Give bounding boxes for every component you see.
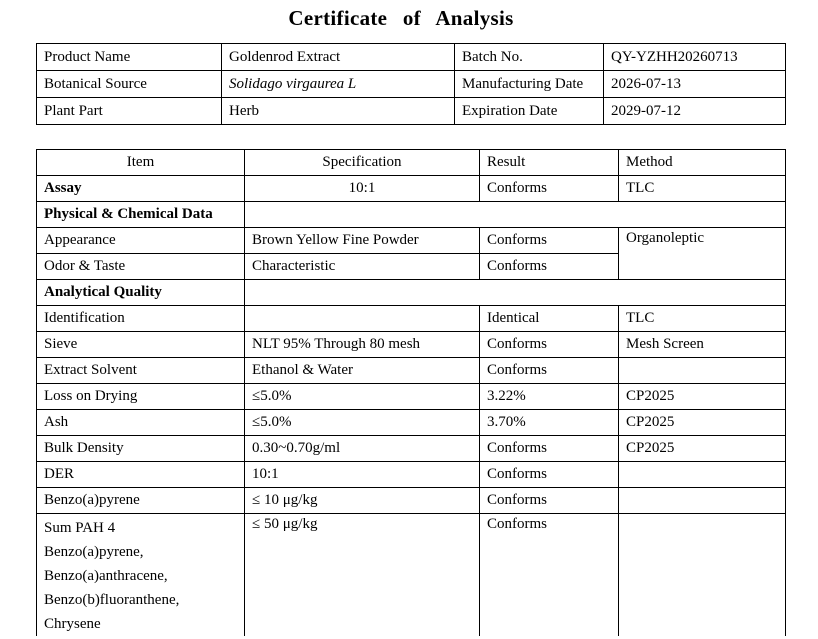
assay-result: Conforms (480, 176, 619, 202)
row-item: Bulk Density (37, 436, 245, 462)
pah-line: Benzo(b)fluoranthene, (44, 592, 180, 608)
row-method: CP2025 (619, 410, 786, 436)
table-row (37, 436, 786, 462)
expiration-date-label: Expiration Date (455, 98, 604, 125)
row-item: Ash (37, 410, 245, 436)
product-info-table (36, 43, 786, 125)
section-analytical-quality: Analytical Quality (37, 280, 245, 306)
section-physical-chemical: Physical & Chemical Data (37, 202, 245, 228)
assay-item: Assay (37, 176, 245, 202)
row-result: Conforms (480, 462, 619, 488)
row-method (619, 488, 786, 514)
row-spec: 0.30~0.70g/ml (245, 436, 480, 462)
row-method (619, 462, 786, 488)
manufacturing-date-label: Manufacturing Date (455, 71, 604, 98)
row-result: Conforms (480, 488, 619, 514)
table-row (37, 488, 786, 514)
document-title: Certificate of Analysis (288, 6, 514, 30)
odor-result: Conforms (480, 254, 619, 280)
row-result: Conforms (480, 332, 619, 358)
appearance-result: Conforms (480, 228, 619, 254)
row-result: 3.70% (480, 410, 619, 436)
row-method (619, 358, 786, 384)
row-result: Conforms (480, 358, 619, 384)
botanical-source-label: Botanical Source (37, 71, 222, 98)
analysis-table (36, 149, 786, 636)
table-row (37, 410, 786, 436)
manufacturing-date-value: 2026-07-13 (604, 71, 786, 98)
botanical-source-value: Solidago virgaurea L (222, 71, 455, 98)
row-spec: 10:1 (245, 462, 480, 488)
row-item: Loss on Drying (37, 384, 245, 410)
batch-label: Batch No. (455, 44, 604, 71)
plant-part-value: Herb (222, 98, 455, 125)
row-item: Identification (37, 306, 245, 332)
appearance-item: Appearance (37, 228, 245, 254)
header-item: Item (37, 150, 245, 176)
row-result: Conforms (480, 436, 619, 462)
table-row (37, 176, 786, 202)
row-spec: ≤5.0% (245, 384, 480, 410)
odor-spec: Characteristic (245, 254, 480, 280)
row-item: Sieve (37, 332, 245, 358)
pah-line: Sum PAH 4 (44, 520, 116, 536)
table-row (37, 462, 786, 488)
batch-value: QY-YZHH20260713 (604, 44, 786, 71)
header-method: Method (619, 150, 786, 176)
header-result: Result (480, 150, 619, 176)
section-filler (245, 202, 786, 228)
section-filler (245, 280, 786, 306)
product-name-label: Product Name (37, 44, 222, 71)
table-row (37, 384, 786, 410)
appearance-spec: Brown Yellow Fine Powder (245, 228, 480, 254)
table-row (37, 71, 786, 98)
assay-spec: 10:1 (245, 176, 480, 202)
pah-line: Benzo(a)pyrene, (44, 544, 144, 560)
plant-part-label: Plant Part (37, 98, 222, 125)
row-spec: NLT 95% Through 80 mesh (245, 332, 480, 358)
product-name-value: Goldenrod Extract (222, 44, 455, 71)
table-row (37, 358, 786, 384)
pah-method (619, 514, 786, 637)
row-method: CP2025 (619, 436, 786, 462)
row-item: Benzo(a)pyrene (37, 488, 245, 514)
row-item: Extract Solvent (37, 358, 245, 384)
pah-spec: ≤ 50 μg/kg (245, 514, 480, 637)
header-row (37, 150, 786, 176)
pah-line: Chrysene (44, 616, 101, 632)
row-spec: ≤ 10 μg/kg (245, 488, 480, 514)
pah-line: Benzo(a)anthracene, (44, 568, 168, 584)
row-spec (245, 306, 480, 332)
row-method: TLC (619, 306, 786, 332)
header-specification: Specification (245, 150, 480, 176)
section-row (37, 202, 786, 228)
table-row (37, 228, 786, 254)
row-method: Mesh Screen (619, 332, 786, 358)
table-row-pah (37, 514, 786, 637)
row-result: 3.22% (480, 384, 619, 410)
row-spec: ≤5.0% (245, 410, 480, 436)
row-result: Identical (480, 306, 619, 332)
pah-result: Conforms (480, 514, 619, 637)
appearance-method: Organoleptic (619, 228, 786, 280)
assay-method: TLC (619, 176, 786, 202)
expiration-date-value: 2029-07-12 (604, 98, 786, 125)
row-item: DER (37, 462, 245, 488)
table-row (37, 306, 786, 332)
pah-item (37, 514, 245, 637)
row-method: CP2025 (619, 384, 786, 410)
table-row (37, 332, 786, 358)
odor-item: Odor & Taste (37, 254, 245, 280)
section-row (37, 280, 786, 306)
row-spec: Ethanol & Water (245, 358, 480, 384)
table-row (37, 44, 786, 71)
table-row (37, 98, 786, 125)
